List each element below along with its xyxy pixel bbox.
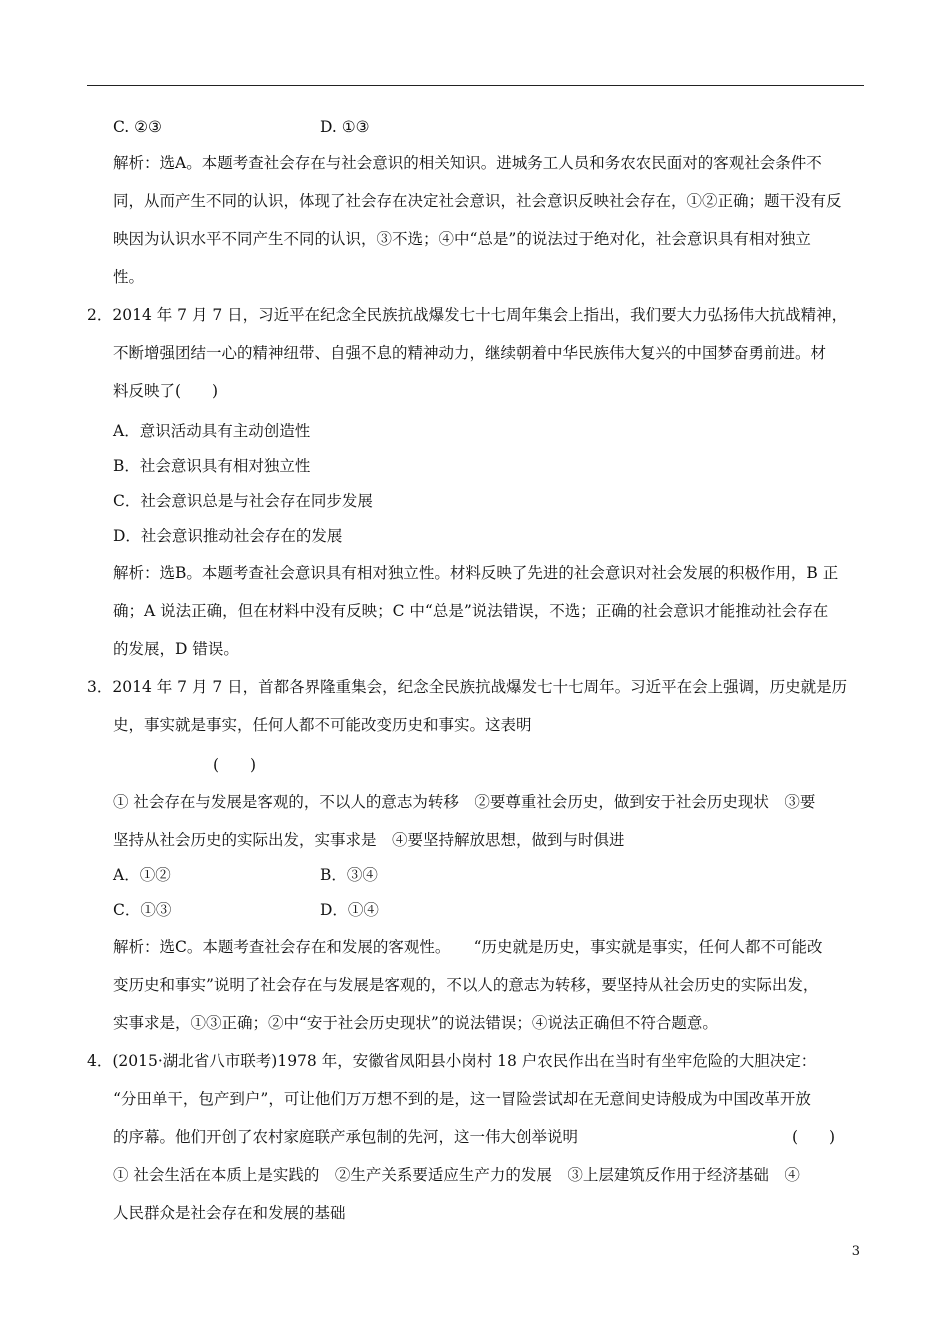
q4-stem-line: 的序幕。他们开创了农村家庭联产承包制的先河，这一伟大创举说明 xyxy=(113,1128,579,1146)
q3-item-line: 坚持从社会历史的实际出发，实事求是 ④要坚持解放思想，做到与时俱进 xyxy=(113,831,625,849)
q3-option-a: A．①② xyxy=(113,866,171,884)
q2-option-b: B．社会意识具有相对独立性 xyxy=(113,457,311,475)
q4-stem-line: 4．(2015·湖北省八市联考)1978 年，安徽省凤阳县小岗村 18 户农民作出在当时有坐牢危险的大胆决定： xyxy=(87,1052,817,1070)
q2-option-c: C．社会意识总是与社会存在同步发展 xyxy=(113,492,373,510)
q3-option-d: D．①④ xyxy=(320,901,379,919)
q4-answer-blank: ( ) xyxy=(792,1128,836,1146)
q3-analysis-line: 实事求是，①③正确；②中“安于社会历史现状”的说法错误；④说法正确但不符合题意。 xyxy=(113,1014,718,1032)
header-rule xyxy=(87,85,864,86)
q2-option-a: A．意识活动具有主动创造性 xyxy=(113,422,311,440)
q4-item-line: 人民群众是社会存在和发展的基础 xyxy=(113,1204,346,1222)
page-number: 3 xyxy=(851,1244,860,1259)
q1-analysis-line: 映因为认识水平不同产生不同的认识，③不选；④中“总是”的说法过于绝对化，社会意识具有相对独立 xyxy=(113,230,811,248)
q2-stem-line: 2．2014 年 7 月 7 日，习近平在纪念全民族抗战爆发七十七周年集会上指出，我们要大力弘扬伟大抗战精神， xyxy=(87,306,848,324)
q2-analysis-line: 确；A 说法正确，但在材料中没有反映；C 中“总是”说法错误，不选；正确的社会意识才能推动社会存在 xyxy=(113,602,829,620)
q2-stem-line: 不断增强团结一心的精神纽带、自强不息的精神动力，继续朝着中华民族伟大复兴的中国梦奋勇前进。材 xyxy=(113,344,827,362)
q2-stem-line: 料反映了( ) xyxy=(113,382,219,400)
q3-item-line: ① 社会存在与发展是客观的，不以人的意志为转移 ②要尊重社会历史，做到安于社会历史现状 ③要 xyxy=(113,793,816,811)
q3-analysis-line: 变历史和事实”说明了社会存在与发展是客观的，不以人的意志为转移，要坚持从社会历史的实际出发， xyxy=(113,976,819,994)
q2-option-d: D．社会意识推动社会存在的发展 xyxy=(113,527,343,545)
q4-item-line: ① 社会生活在本质上是实践的 ②生产关系要适应生产力的发展 ③上层建筑反作用于经济基础 ④ xyxy=(113,1166,800,1184)
q3-option-c: C．①③ xyxy=(113,901,172,919)
q1-analysis-line: 性。 xyxy=(113,268,145,286)
q2-analysis-line: 的发展，D 错误。 xyxy=(113,640,239,658)
q1-option-c: C. ②③ xyxy=(113,118,162,136)
q3-stem-line: 史，事实就是事实，任何人都不可能改变历史和事实。这表明 xyxy=(113,716,532,734)
q3-answer-blank: ( ) xyxy=(213,756,257,774)
q1-analysis-line: 同，从而产生不同的认识，体现了社会存在决定社会意识，社会意识反映社会存在，①②正确；题干没有反 xyxy=(113,192,842,210)
q3-analysis-line: 解析：选C。本题考查社会存在和发展的客观性。 “历史就是历史，事实就是事实，任何人都不可能改 xyxy=(113,938,823,956)
q4-stem-line: “分田单干，包产到户”，可让他们万万想不到的是，这一冒险尝试却在无意间史诗般成为中国改革开放 xyxy=(113,1090,811,1108)
q1-option-d: D. ①③ xyxy=(320,118,370,136)
q3-stem-line: 3．2014 年 7 月 7 日，首都各界隆重集会，纪念全民族抗战爆发七十七周年。习近平在会上强调，历史就是历 xyxy=(87,678,848,696)
q1-analysis-line: 解析：选A。本题考查社会存在与社会意识的相关知识。进城务工人员和务农农民面对的客观社会条件不 xyxy=(113,154,822,172)
q2-analysis-line: 解析：选B。本题考查社会意识具有相对独立性。材料反映了先进的社会意识对社会发展的积极作用，B 正 xyxy=(113,564,839,582)
q3-option-b: B．③④ xyxy=(320,866,378,884)
